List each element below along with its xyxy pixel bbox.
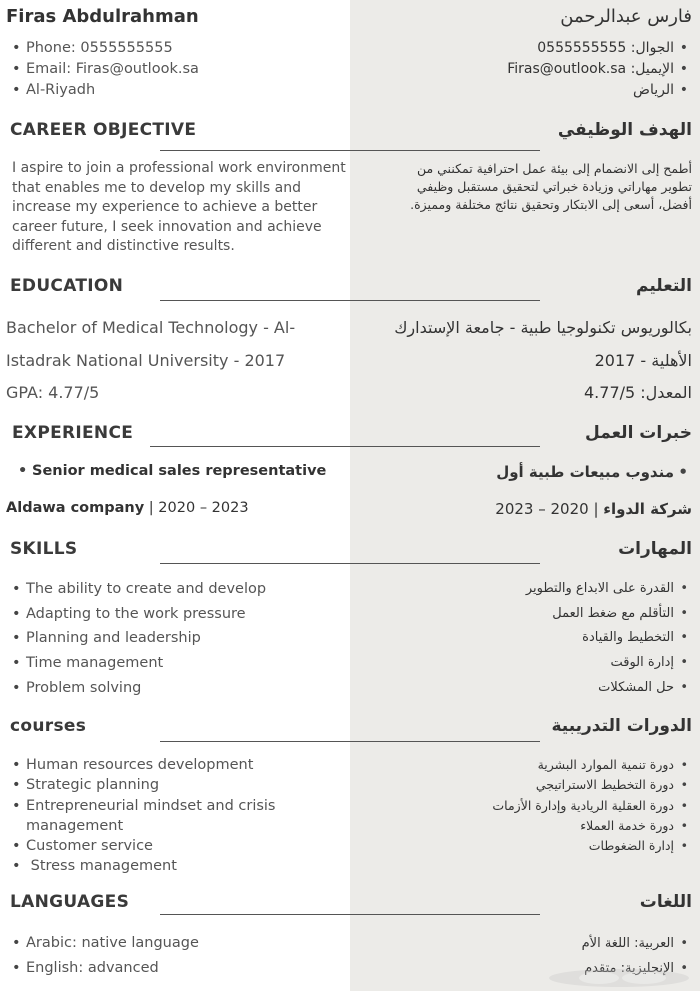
course-item-ar: • دورة تنمية الموارد البشرية [362, 755, 692, 775]
role-ar: • مندوب مبيعات طبية أول [362, 463, 692, 481]
objective-heading-ar: الهدف الوظيفي [557, 120, 692, 140]
course-item-ar: • دورة خدمة العملاء [362, 816, 692, 836]
objective-text-en: I aspire to join a professional work environment that enables me to develop my skills and increase my experience to achieve a better career future, I seek innovation and achieve different and distinctive results. [12, 160, 346, 254]
company-line-ar [362, 500, 692, 518]
period-ar: | 2020 – 2023 [495, 500, 604, 518]
divider [160, 300, 540, 301]
language-item-ar: • العربية: اللغة الأم [362, 931, 692, 956]
experience-heading-ar: خبرات العمل [585, 423, 692, 443]
city-ar: • الرياض [362, 80, 692, 101]
skills-heading-ar: المهارات [618, 539, 692, 559]
skill-item-ar: • إدارة الوقت [362, 651, 692, 676]
courses-heading-en: courses [10, 716, 87, 736]
objective-text-ar: أطمح إلى الانضمام إلى بيئة عمل احترافية تمكنني من تطوير مهاراتي وزيادة خبراتي لتحقيق مستقبل وظيفي أفضل، أسعى إلى الابتكار وتحقيق نتائج مختلفة ومميزة. [410, 161, 692, 212]
course-item-en: • Stress management [8, 856, 298, 876]
degree-ar: بكالوريوس تكنولوجيا طبية - جامعة الإستدارك الأهلية - 2017 [394, 318, 692, 370]
objective-heading-en: CAREER OBJECTIVE [10, 120, 197, 140]
course-item-en: • Entrepreneurial mindset and crisis management [8, 796, 298, 837]
education-heading-en: EDUCATION [10, 276, 124, 296]
contact-list-ar [362, 38, 692, 101]
course-item-ar: • دورة التخطيط الاستراتيجي [362, 775, 692, 795]
role-en-list [14, 463, 326, 479]
divider [160, 741, 540, 742]
divider [160, 563, 540, 564]
course-item-ar: • إدارة الضغوطات [362, 836, 692, 856]
language-item-en: • Arabic: native language [8, 931, 199, 956]
role-en: • Senior medical sales representative [14, 463, 326, 479]
courses-heading-ar: الدورات التدريبية [551, 716, 692, 736]
company-en: Aldawa company [6, 500, 145, 516]
watermark-logo-icon [544, 960, 694, 990]
course-item-en: • Strategic planning [8, 775, 298, 795]
skills-heading-en: SKILLS [10, 539, 78, 559]
gpa-ar: المعدل: 4.77/5 [584, 383, 692, 402]
skill-item-ar: • التأقلم مع ضغط العمل [362, 602, 692, 627]
course-item-en: • Customer service [8, 836, 298, 856]
experience-heading-en: EXPERIENCE [12, 423, 134, 443]
contact-list-en [8, 38, 199, 101]
education-heading-ar: التعليم [636, 276, 692, 296]
divider [150, 446, 540, 447]
skill-item-ar: • حل المشكلات [362, 676, 692, 701]
language-item-en: • English: advanced [8, 956, 199, 981]
divider [160, 150, 540, 151]
course-item-ar: • دورة العقلية الريادية وإدارة الأزمات [362, 796, 692, 816]
role-ar-list [362, 463, 692, 481]
skills-list-ar [362, 577, 692, 701]
city-en: • Al-Riyadh [8, 80, 199, 101]
languages-list-en [8, 931, 199, 981]
gpa-en: GPA: 4.77/5 [6, 383, 100, 402]
languages-heading-ar: اللغات [639, 892, 692, 912]
divider [160, 914, 540, 915]
courses-list-en [8, 755, 298, 877]
skill-item-ar: • التخطيط والقيادة [362, 626, 692, 651]
skill-item-en: • Planning and leadership [8, 626, 266, 651]
language-item-ar: • الإنجليزية: متقدم [362, 956, 692, 981]
company-ar: شركة الدواء [603, 500, 692, 518]
courses-list-ar [362, 755, 692, 856]
period-en: | 2020 – 2023 [144, 500, 249, 516]
name-ar: فارس عبدالرحمن [560, 6, 692, 27]
email-ar: • الإيميل: Firas@outlook.sa [362, 59, 692, 80]
company-line-en [6, 500, 249, 516]
skill-item-en: • Adapting to the work pressure [8, 602, 266, 627]
degree-en: Bachelor of Medical Technology - Al-Istadrak National University - 2017 [6, 318, 296, 370]
name-en: Firas Abdulrahman [6, 6, 199, 27]
skill-item-en: • Problem solving [8, 676, 266, 701]
skill-item-en: • The ability to create and develop [8, 577, 266, 602]
phone-ar: • الجوال: 0555555555 [362, 38, 692, 59]
skill-item-ar: • القدرة على الابداع والتطوير [362, 577, 692, 602]
languages-heading-en: LANGUAGES [10, 892, 130, 912]
skill-item-en: • Time management [8, 651, 266, 676]
skills-list-en [8, 577, 266, 701]
phone-en: • Phone: 0555555555 [8, 38, 199, 59]
course-item-en: • Human resources development [8, 755, 298, 775]
email-en: • Email: Firas@outlook.sa [8, 59, 199, 80]
